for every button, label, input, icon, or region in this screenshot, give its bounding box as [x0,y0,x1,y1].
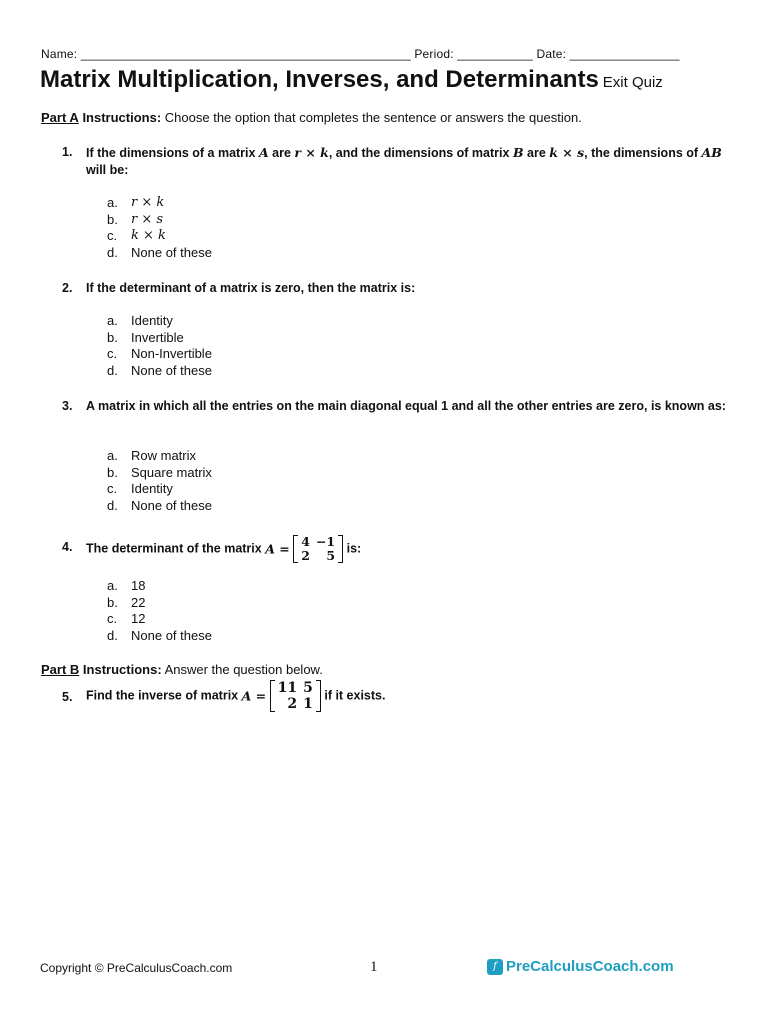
option-letter: d. [107,498,118,514]
part-a-instructions [41,110,582,125]
copyright-text: Copyright © PreCalculusCoach.com [40,961,233,975]
option-text: Identity [131,481,173,497]
option-letter: c. [107,346,118,362]
student-info-line: Name: ________________________________________________ Period: ___________ Date: ________________ [41,47,680,61]
part-b-label: Instructions: [82,662,162,677]
option-letter: a. [107,313,118,328]
q1-math-rk: r × k [294,145,329,160]
q1-math-ab: AB [701,145,722,160]
option-letter: d. [107,363,118,379]
option-letter: d. [107,628,118,644]
option-letter: b. [107,329,118,345]
option-b[interactable] [107,595,212,612]
option-a[interactable] [107,313,212,330]
question-text: A matrix in which all the entries on the main diagonal equal 1 and all the other entries are zero, is known as: [86,399,726,413]
option-b[interactable] [107,212,212,229]
option-text: None of these [131,628,212,644]
question-5 [62,680,722,714]
question-1 [62,144,722,184]
brand-text: PreCalculusCoach.com [506,958,674,975]
question-text [86,144,726,179]
question-1-options [107,195,212,262]
option-d[interactable] [107,628,212,645]
question-3 [62,398,726,438]
part-b-tag: Part B [41,662,80,677]
question-number: 4. [62,540,73,554]
matrix-cell: −1 [315,534,336,549]
option-letter: a. [107,578,118,593]
part-b-instructions [41,662,323,677]
question-number: 3. [62,399,73,413]
question-number: 1. [62,145,73,159]
part-a-tag: Part A [41,110,79,125]
q5-text-2: if it exists. [324,688,386,703]
option-text: Identity [131,313,173,328]
q5-math-a: A = [241,688,267,704]
question-4 [62,535,722,565]
part-b-text: Answer the question below. [164,662,323,677]
question-text: If the determinant of a matrix is zero, then the matrix is: [86,281,416,295]
question-number: 5. [62,690,73,704]
matrix-cell: 2 [301,548,310,563]
option-c[interactable] [107,611,212,628]
option-letter: b. [107,211,118,227]
q1-text-3: , and the dimensions of matrix [328,146,510,160]
q1-text-4: are [527,146,546,160]
matrix-cell: 2 [287,696,298,712]
option-c[interactable] [107,346,212,363]
q1-math-ks: k × s [549,145,585,160]
option-letter: d. [107,245,118,261]
option-a[interactable] [107,578,212,595]
option-d[interactable] [107,363,212,380]
option-text: Non-Invertible [131,346,212,362]
option-text: Square matrix [131,464,212,480]
option-letter: b. [107,464,118,480]
question-2-options [107,313,212,380]
option-d[interactable] [107,245,212,262]
q1-text-5: , the dimensions of [584,146,699,160]
matrix-cell: 1 [303,696,313,712]
title-main: Matrix Multiplication, Inverses, and Determinants [40,66,599,93]
page-title [40,66,663,94]
option-text: r × s [131,211,164,227]
q1-math-b: B [512,145,524,160]
page-number: 1 [370,959,378,975]
q5-text-1: Find the inverse of matrix [86,688,239,703]
q1-math-a: A [258,145,269,160]
option-text: None of these [131,245,212,261]
matrix-cell: 5 [326,548,336,563]
option-letter: a. [107,195,118,210]
question-number: 2. [62,281,73,295]
brand-logo [487,958,674,975]
question-3-options [107,448,212,515]
option-c[interactable] [107,228,212,245]
matrix-cell: 4 [301,534,310,549]
option-text: r × k [131,195,165,210]
question-text [86,535,726,563]
option-a[interactable] [107,448,212,465]
q5-matrix [270,680,321,712]
question-4-options [107,578,212,645]
option-letter: c. [107,481,118,497]
option-text: None of these [131,363,212,379]
option-text: Row matrix [131,448,197,463]
q4-matrix [293,535,343,563]
part-a-text: Choose the option that completes the sentence or answers the question. [164,110,582,125]
option-letter: c. [107,611,118,627]
option-b[interactable] [107,465,212,482]
option-d[interactable] [107,498,212,515]
q1-text-6: will be: [86,163,129,177]
q1-text-1: If the dimensions of a matrix [86,146,256,160]
option-letter: b. [107,594,118,610]
option-a[interactable] [107,195,212,212]
option-c[interactable] [107,481,212,498]
question-2 [62,280,722,300]
option-letter: c. [107,228,118,244]
function-logo-icon: f [487,959,503,975]
option-text: 12 [131,611,146,627]
matrix-cell: 11 [277,680,298,696]
option-letter: a. [107,448,118,463]
option-text: None of these [131,498,212,514]
option-text: Invertible [131,329,184,345]
title-sub: Exit Quiz [602,74,663,91]
q4-text-2: is: [346,541,362,556]
matrix-cell: 5 [303,680,313,696]
option-text: 22 [131,594,146,610]
option-text: 18 [131,578,146,593]
option-b[interactable] [107,330,212,347]
option-text: k × k [131,228,166,244]
q4-text-1: The determinant of the matrix [86,541,262,556]
q4-math-a: A = [265,541,290,557]
q1-text-2: are [272,146,291,160]
part-a-label: Instructions: [82,110,162,125]
question-text [86,680,726,712]
